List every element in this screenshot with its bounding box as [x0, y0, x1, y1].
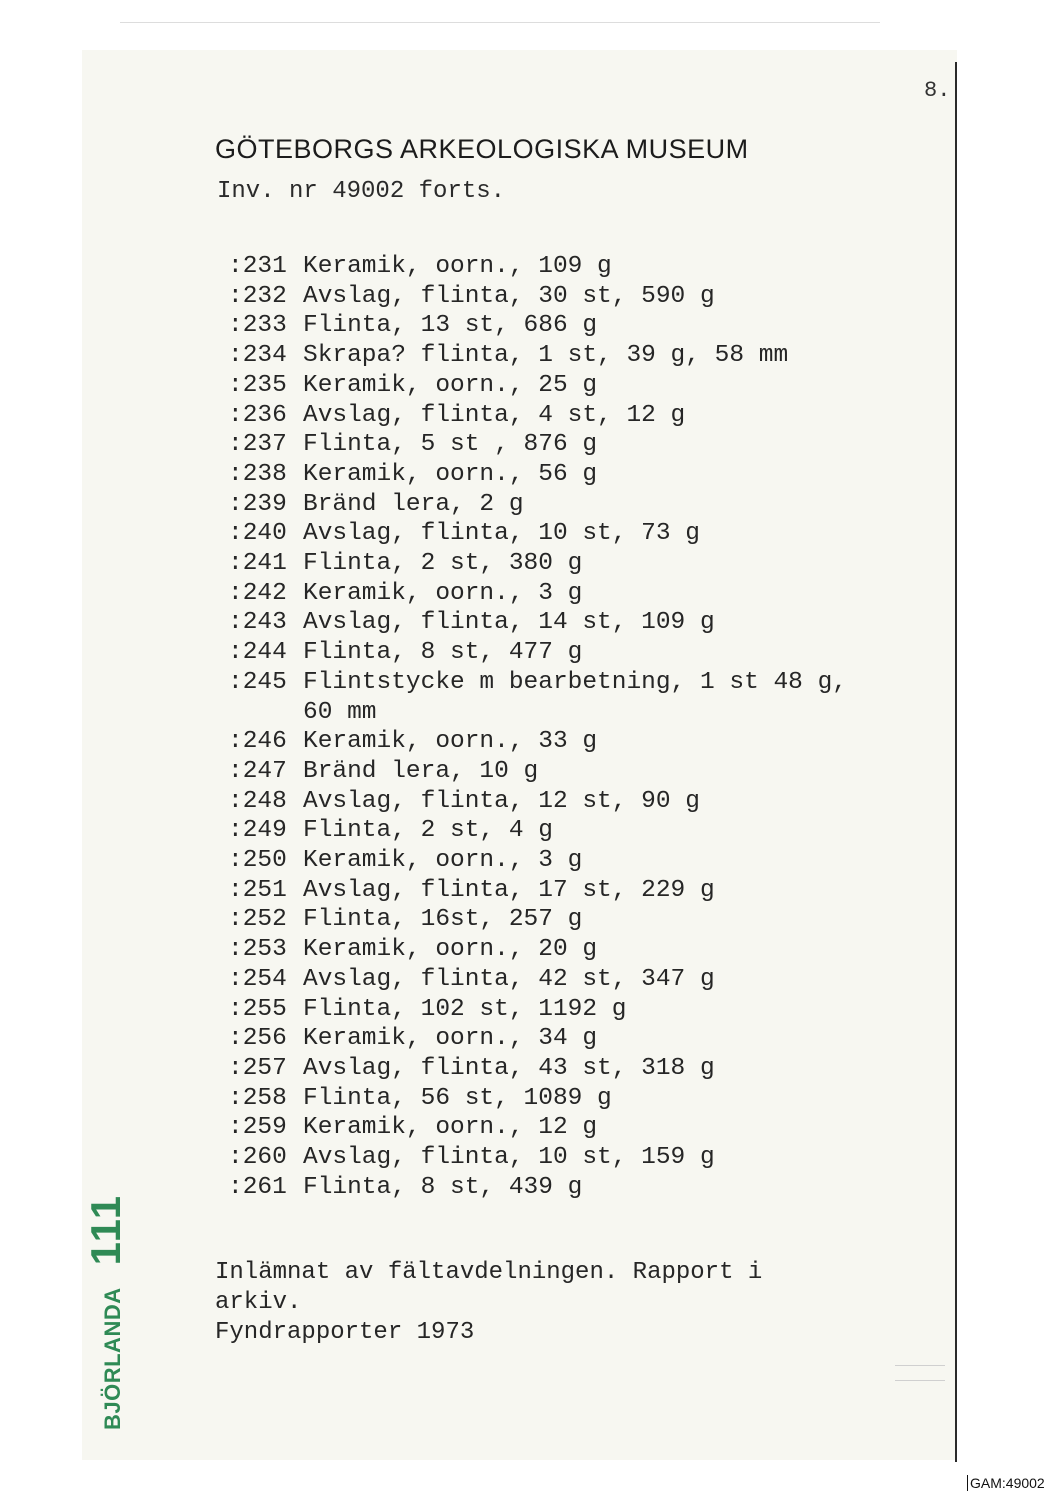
item-number: :236 — [228, 401, 287, 429]
list-item — [228, 668, 847, 727]
item-number: :245 — [228, 668, 287, 696]
list-item — [228, 549, 847, 579]
footer-line: Inlämnat av fältavdelningen. Rapport i — [215, 1259, 763, 1286]
inventory-number: Inv. nr 49002 forts. — [217, 178, 506, 205]
list-item — [228, 1113, 847, 1143]
list-item — [228, 905, 847, 935]
list-item — [228, 995, 847, 1025]
item-number: :250 — [228, 847, 287, 875]
list-item — [228, 311, 847, 341]
item-number: :259 — [228, 1114, 287, 1142]
stamp-text — [82, 1194, 130, 1430]
list-item — [228, 1143, 847, 1173]
item-description: Keramik, oorn., 25 g — [303, 371, 598, 399]
item-description: Avslag, flinta, 10 st, 159 g — [303, 1144, 715, 1172]
item-number: :253 — [228, 936, 287, 964]
item-description: Flinta, 5 st , 876 g — [303, 431, 598, 459]
list-item — [228, 401, 847, 431]
item-description: Keramik, oorn., 109 g — [303, 253, 612, 280]
item-number: :240 — [228, 520, 287, 548]
list-item — [228, 816, 847, 846]
list-item — [228, 935, 847, 965]
item-description: Avslag, flinta, 42 st, 347 g — [303, 965, 715, 993]
list-item — [228, 579, 847, 609]
list-item — [228, 638, 847, 668]
item-description: Keramik, oorn., 20 g — [303, 936, 598, 964]
item-number: :252 — [228, 906, 287, 934]
item-number: :244 — [228, 639, 287, 667]
item-description: Keramik, oorn., 33 g — [303, 728, 598, 756]
item-number: :255 — [228, 995, 287, 1023]
find-list — [228, 252, 847, 1203]
item-number: :256 — [228, 1025, 287, 1053]
list-item — [228, 757, 847, 787]
item-description: Avslag, flinta, 14 st, 109 g — [303, 609, 715, 637]
item-description: Flinta, 2 st, 380 g — [303, 550, 583, 578]
list-item — [228, 341, 847, 371]
item-description: Avslag, flinta, 30 st, 590 g — [303, 282, 715, 310]
list-item — [228, 608, 847, 638]
item-number: :243 — [228, 609, 287, 637]
edge-tick — [895, 1365, 945, 1366]
item-number: :232 — [228, 282, 287, 310]
item-number: :239 — [228, 490, 287, 518]
item-number: :233 — [228, 312, 287, 340]
top-edge-line — [120, 22, 880, 23]
item-description: Keramik, oorn., 12 g — [303, 1114, 598, 1142]
card-right-edge — [955, 62, 957, 1462]
list-item — [228, 371, 847, 401]
item-number: :261 — [228, 1173, 287, 1201]
item-description: Skrapa? flinta, 1 st, 39 g, 58 mm — [303, 342, 789, 370]
list-item — [228, 1054, 847, 1084]
parish-stamp — [60, 1170, 170, 1440]
item-description: Flinta, 8 st, 477 g — [303, 639, 583, 667]
list-item — [228, 490, 847, 520]
list-item — [228, 1084, 847, 1114]
item-description: Flinta, 102 st, 1192 g — [303, 995, 627, 1023]
item-description: Flinta, 13 st, 686 g — [303, 312, 598, 340]
footer-note — [215, 1258, 855, 1348]
list-item — [228, 252, 847, 282]
item-description: Flinta, 2 st, 4 g — [303, 817, 553, 845]
list-item — [228, 876, 847, 906]
list-item — [228, 727, 847, 757]
list-item — [228, 787, 847, 817]
item-number: :238 — [228, 460, 287, 488]
item-description: Keramik, oorn., 3 g — [303, 847, 583, 875]
list-item — [228, 282, 847, 312]
item-description: Keramik, oorn., 56 g — [303, 460, 598, 488]
item-description: Flinta, 8 st, 439 g — [303, 1173, 583, 1201]
item-description: Bränd lera, 2 g — [303, 490, 524, 518]
item-number: :260 — [228, 1144, 287, 1172]
list-item — [228, 430, 847, 460]
edge-tick — [895, 1380, 945, 1381]
item-number: :249 — [228, 817, 287, 845]
item-number: :241 — [228, 550, 287, 578]
item-number: :246 — [228, 728, 287, 756]
item-description: Keramik, oorn., 3 g — [303, 579, 583, 607]
item-number: :247 — [228, 757, 287, 785]
stamp-place: BJÖRLANDA — [100, 1287, 125, 1430]
item-number: :257 — [228, 1054, 287, 1082]
reference-label: GAM:49002 — [967, 1475, 1045, 1491]
page-number: 8. — [924, 78, 951, 103]
item-number: :242 — [228, 579, 287, 607]
museum-heading: GÖTEBORGS ARKEOLOGISKA MUSEUM — [215, 134, 749, 164]
list-item — [228, 846, 847, 876]
stamp-number: 111 — [82, 1193, 129, 1266]
item-description: Bränd lera, 10 g — [303, 757, 539, 785]
item-number: :235 — [228, 371, 287, 399]
list-item — [228, 519, 847, 549]
item-description: Avslag, flinta, 17 st, 229 g — [303, 876, 715, 904]
footer-line: arkiv. — [215, 1289, 302, 1316]
list-item — [228, 965, 847, 995]
item-number: :254 — [228, 965, 287, 993]
item-number: :237 — [228, 431, 287, 459]
item-description: Avslag, flinta, 43 st, 318 g — [303, 1054, 715, 1082]
footer-line: Fyndrapporter 1973 — [215, 1319, 475, 1346]
item-number: :231 — [228, 253, 287, 280]
item-description: Avslag, flinta, 4 st, 12 g — [303, 401, 686, 429]
list-item — [228, 1024, 847, 1054]
item-description: Flinta, 56 st, 1089 g — [303, 1084, 612, 1112]
item-description: Avslag, flinta, 12 st, 90 g — [303, 787, 700, 815]
item-number: :251 — [228, 876, 287, 904]
item-number: :258 — [228, 1084, 287, 1112]
item-description: Avslag, flinta, 10 st, 73 g — [303, 520, 700, 548]
item-description: Keramik, oorn., 34 g — [303, 1025, 598, 1053]
item-number: :248 — [228, 787, 287, 815]
list-item — [228, 460, 847, 490]
item-description: Flintstycke m bearbetning, 1 st 48 g, 60 mm — [303, 668, 847, 726]
list-item — [228, 1173, 847, 1203]
item-number: :234 — [228, 342, 287, 370]
item-description: Flinta, 16st, 257 g — [303, 906, 583, 934]
